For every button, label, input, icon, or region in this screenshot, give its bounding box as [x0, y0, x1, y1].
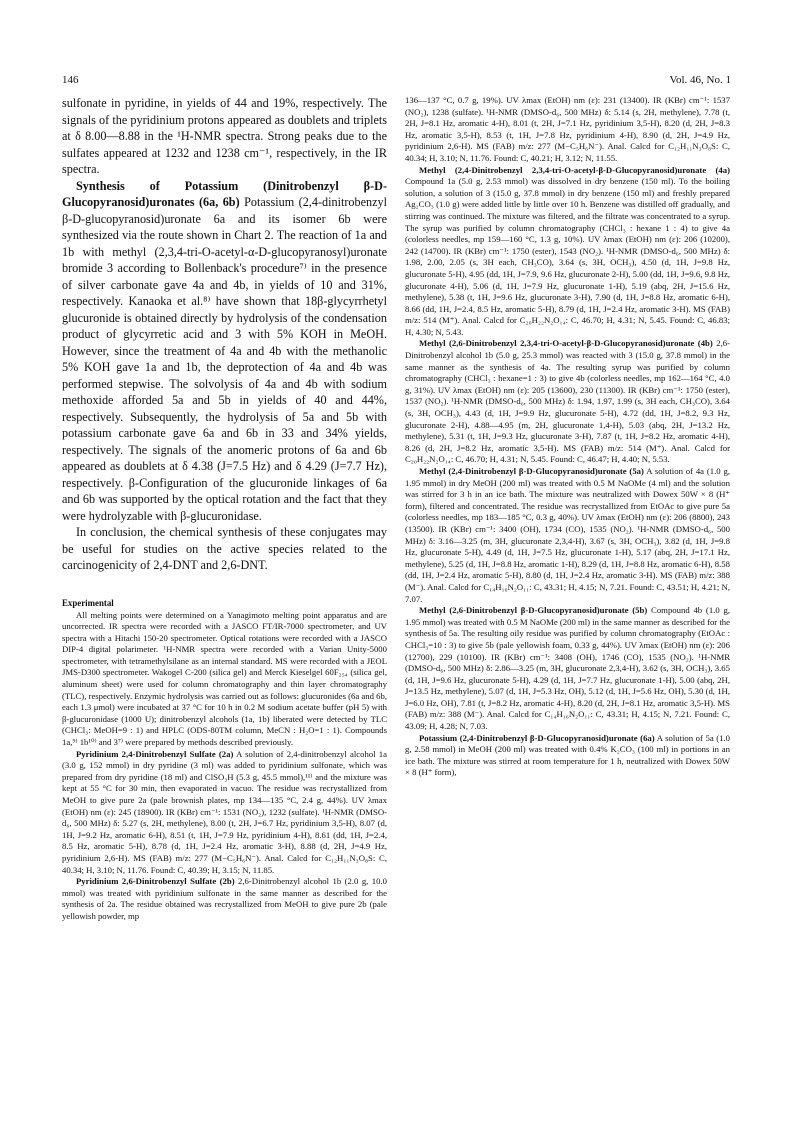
compound-title: Pyridinium 2,4-Dinitrobenzyl Sulfate (2a) [76, 748, 234, 759]
page-number: 146 [62, 74, 79, 86]
compound-title: Potassium (2,4-Dinitrobenzyl β-D-Glucopyranosid)uronate (6a) [419, 732, 655, 743]
section-text: Potassium (2,4-dinitrobenzyl β-D-glucopyranosid)uronate 6a and its isomer 6b were synthesized via the route shown in Chart 2. The reaction of 1a and 1b with methyl (2,3,4-tri-O-acetyl-α-D-glucopyranosyl)uronate bromide 3 according to Bollenback's procedure⁷⁾ in the presence of silver carbonate gave 4a and 4b, in yields of 10 and 31%, respectively. Kanaoka et al.⁸⁾ have shown that 18β-glycyrrhetyl glucuronide is obtained directly by hydrolysis of the condensation product of glycyrretic acid and 3 with 5% KOH in MeOH. However, since the treatment of 4a and 4b with the methanolic 5% KOH gave 1a and 1b, the deprotection of 4a and 4b was performed stepwise. The solvolysis of 4a and 4b with sodium methoxide afforded 5a and 5b in yields of 40 and 44%, respectively. Subsequently, the hydrolysis of 5a and 5b with potassium carbonate gave 6a and 6b in 33 and 34% yields, respectively. The signals of the anomeric protons of 6a and 6b appeared as doublets at δ 4.38 (J=7.5 Hz) and δ 4.29 (J=7.7 Hz), respectively. β-Configuration of the glucuronide linkages of 6a and 6b was supported by the optical rotation and the fact that they were hydrolyzable with β-glucuronidase. [62, 195, 387, 523]
experimental-paragraph [62, 876, 387, 922]
compound-text: A solution of 2,4-dinitrobenzyl alcohol 1a (3.0 g, 152 mmol) in dry pyridine (3 ml) was added to pyridinium sulfonate, which was prepared from dry pyridine (18 ml) and ClSO₃H (5.3 g, 45.5 mmol),¹¹⁾ and the mixture was kept at 55 °C for 30 min, then evaporated in vacuo. The residue was recrystallized from MeOH to give pure 2a (pale brownish plates, mp 134—135 °C, 2.4 g, 44%). UV λmax (EtOH) nm (ε): 245 (18900). IR (KBr) cm⁻¹: 1531 (NO₂), 1232 (sulfate). ¹H-NMR (DMSO-d₆, 500 MHz) δ: 5.27 (s, 2H, methylene), 8.00 (t, 2H, J=6.7 Hz, pyridinium 3,5-H), 8.07 (d, 1H, J=9.2 Hz, aromatic 6-H), 8.51 (t, 1H, J=7.9 Hz, pyridinium 4-H), 8.61 (dd, 1H, J=2.4, 8.5 Hz, aromatic 5-H), 8.78 (d, 1H, J=2.4 Hz, aromatic 3-H), 8.88 (d, 2H, J=4.9 Hz, pyridinium 2,6-H). MS (FAB) m/z: 277 (M−C₅H₆N⁻). Anal. Calcd for C₁₂H₁₁N₃O₈S: C, 40.34; H, 3.10; N, 11.76. Found: C, 40.39; H, 3.15; N, 11.85. [62, 748, 387, 875]
compound-title: Methyl (2,4-Dinitrobenzyl 2,3,4-tri-O-acetyl-β-D-Glucopyranosid)uronate (4a) [419, 164, 730, 175]
section-title: Synthesis of Potassium (Dinitrobenzyl β-D-Glucopyranosid)uronates (6a, 6b) [62, 178, 387, 209]
compound-title: Pyridinium 2,6-Dinitrobenzyl Sulfate (2b) [76, 876, 235, 887]
left-column [62, 95, 387, 923]
experimental-paragraph [405, 338, 730, 466]
compound-text: 2,6-Dinitrobenzyl alcohol 1b (5.0 g, 25.3 mmol) was reacted with 3 (15.0 g, 37.8 mmol) in the same manner as the synthesis of 4a. The resulting syrup was purified by column chromatography (CHCl₃ : hexane=1 : 3) to give 4b (colorless needles, mp 162—164 °C, 4.0 g, 31%). UV λmax (EtOH) nm (ε): 205 (13600), 230 (11300). IR (KBr) cm⁻¹: 1750 (ester), 1537 (NO₂). ¹H-NMR (DMSO-d₆, 500 MHz) δ: 1.94, 1.97, 1.99 (s, 3H each, CH₃CO), 3.64 (s, 3H, OCH₃), 4.43 (d, 1H, J=9.9 Hz, glucuronate 5-H), 4.72 (dd, 1H, J=8.2, 9.3 Hz, glucuronate 2-H), 4.88—4.95 (m, 2H, glucuronate 1,4-H), 5.03 (abq, 2H, J=13.2 Hz, methylene), 5.31 (t, 1H, J=9.3 Hz, glucuronate 3-H), 7.87 (t, 1H, J=8.2 Hz, aromatic 4-H), 8.26 (d, 2H, J=8.2 Hz, aromatic 3,5-H). MS (FAB) m/z: 514 (M⁺). Anal. Calcd for C₂₀H₂₂N₂O₁₄: C, 46.70; H, 4.31; N, 5.45. Found: C, 46.47; H, 4.40; N, 5.53. [405, 338, 730, 465]
volume-issue: Vol. 46, No. 1 [669, 74, 731, 86]
experimental-paragraph: All melting points were determined on a Yanagimoto melting point apparatus and are uncorrected. IR spectra were recorded with a JASCO FT/IR-7000 spectrometer, and UV spectra with a Hitachi 150-20 spectrometer. Optical rotations were recorded with a JASCO DIP-4 digital polarimeter. ¹H-NMR spectra were recorded with a Varian Unity-5000 spectrometer, with tetramethylsilane as an internal standard. MS were recorded with a JEOL JMS-D300 spectrometer. Wakogel C-200 (silica gel) and Merck Kieselgel 60F₂₅₄ (silica gel, aluminum sheet) were used for column chromatography and thin layer chromatography (TLC), respectively. Enzymic hydrolysis was carried out as follows: glucuronides (6a and 6b, each 1.3 μmol) were incubated at 37 °C for 10 h in 0.2 M sodium acetate buffer (pH 5) with β-glucuronidase (1000 U); dinitrobenzyl alcohols (1a, 1b) liberated were detected by TLC (CHCl₃: MeOH=9 : 1) and HPLC (ODS-80TM column, MeCN : H₂O=1 : 1). Compounds 1a,⁹⁾ 1b¹⁰⁾ and 3⁷⁾ were prepared by methods described previously. [62, 609, 387, 748]
compound-text: Compound 4b (1.0 g, 1.95 mmol) was treated with 0.5 M NaOMe (200 ml) in the same manner as described for the synthesis of 5a. The resulting oily residue was purified by column chromatography (EtOAc : CHCl₃=10 : 3) to give 5b (pale yellowish foam, 0.33 g, 44%). UV λmax (EtOH) nm (ε): 206 (12700), 229 (10100). IR (KBr) cm⁻¹: 3408 (OH), 1746 (CO), 1535 (NO₂). ¹H-NMR (DMSO-d₆, 500 MHz) δ: 2.86—3.25 (m, 3H, glucuronate 2,3,4-H), 3.62 (s, 3H, OCH₃), 3.65 (d, 1H, J=9.6 Hz, glucuronate 5-H), 4.29 (d, 1H, J=7.7 Hz, glucuronate 1-H), 5.00 (abq, 2H, J=13.5 Hz, methylene), 5.07 (d, 1H, J=5.3 Hz, OH), 5.12 (d, 1H, J=5.6 Hz, OH), 5.30 (d, 1H, J=6.0 Hz, OH), 7.81 (t, J=8.2 Hz, aromatic 4-H), 8.20 (d, 2H, J=8.1 Hz, aromatic 3,5-H). MS (FAB) m/z: 388 (M⁻). Anal. Calcd for C₁₄H₁₆N₂O₁₁: C, 43.31; H, 4.15; N, 7.21. Found: C, 43.09; H, 4.28; N, 7.03. [405, 605, 730, 732]
right-column [405, 95, 730, 779]
experimental-paragraph [405, 605, 730, 733]
experimental-paragraph [405, 733, 730, 779]
compound-title: Methyl (2,6-Dinitrobenzyl β-D-Glucopyranosid)uronate (5b) [419, 605, 648, 616]
experimental-paragraph [62, 749, 387, 877]
compound-text: 2,6-Dinitrobenzyl alcohol 1b (2.0 g, 10.0 mmol) was treated with pyridinium sulfonate in the same manner as described for the synthesis of 2a. The residue obtained was recrystallized from MeOH to give pure 2b (pale yellowish powder, mp [62, 876, 387, 921]
experimental-paragraph: 136—137 °C, 0.7 g, 19%). UV λmax (EtOH) nm (ε): 231 (13400). IR (KBr) cm⁻¹: 1537 (NO₂), 1238 (sulfate). ¹H-NMR (DMSO-d₆, 500 MHz) δ: 5.14 (s, 2H, methylene), 7.78 (t, 2H, J=8.1 Hz, aromatic 4-H), 8.01 (t, 2H, J=7.1 Hz, pyridinium 3,5-H), 8.20 (d, 2H, J=8.3 Hz, aromatic 3,5-H), 8.53 (t, 1H, J=7.8 Hz, pyridinium 4-H), 8.90 (d, 2H, J=4.9 Hz, pyridinium 2,6-H). MS (FAB) m/z: 277 (M−C₅H₆N⁻). Anal. Calcd for C₁₂H₁₁N₃O₈S: C, 40.34; H, 3.10; N, 11.76. Found: C, 40.21; H, 3.12; N, 11.55. [405, 95, 730, 163]
experimental-heading: Experimental [62, 597, 114, 608]
compound-title: Methyl (2,4-Dinitrobenzyl β-D-Glucopyranosid)uronate (5a) [419, 466, 644, 476]
body-paragraph [62, 178, 387, 525]
compound-title: Methyl (2,6-Dinitrobenzyl 2,3,4-tri-O-acetyl-β-D-Glucopyranosid)uronate (4b) [419, 338, 713, 349]
compound-text: Compound 1a (5.0 g, 2.53 mmol) was dissolved in dry benzene (150 ml). To the boiling solution, a solution of 3 (15.0 g, 37.8 mmol) in dry benzene (150 ml) and freshly prepared Ag₂CO₃ (1.0 g) were added little by little over 10 h. Benzene was distilled off gradually, and stirring was continued. The mixture was filtered, and the filtrate was concentrated to a syrup. The syrup was purified by column chromatography (CHCl₃ : hexane 1 : 4) to give 4a (colorless needles, mp 159—160 °C, 1.3 g, 10%). UV λmax (EtOH) nm (ε): 206 (10200), 242 (14700). IR (KBr) cm⁻¹: 1750 (ester), 1543 (NO₂). ¹H-NMR (DMSO-d₆, 500 MHz) δ: 1.98, 2.00, 2.05 (s, 3H each, CH₃CO), 3.64 (s, 3H, OCH₃), 4.50 (d, 1H, J=9.8 Hz, glucuronate 5-H), 4.95 (dd, 1H, J=7.9, 9.6 Hz, glucuronate 2-H), 5.00 (dd, 1H, J=9.6, 9.8 Hz, glucuronate 4-H), 5.06 (d, 1H, J=7.9 Hz, glucuronate 1-H), 5.19 (abq, 2H, J=15.6 Hz, methylene), 5.38 (t, 1H, J=9.6 Hz, glucuronate 3-H), 7.90 (d, 1H, J=8.8 Hz, aromatic 6-H), 8.66 (dd, 1H, J=2.4, 8.5 Hz, aromatic 5-H), 8.79 (d, 1H, J=2.4 Hz, aromatic 3-H). MS (FAB) m/z: 514 (M⁺). Anal. Calcd for C₂₀H₂₂N₂O₁₄: C, 46.70; H, 4.31; N, 5.45. Found: C, 46.83; H, 4.30; N, 5.43. [405, 176, 730, 337]
body-paragraph: In conclusion, the chemical synthesis of these conjugates may be useful for studies on the active species related to the carcinogenicity of 2,4-DNT and 2,6-DNT. [62, 525, 387, 572]
body-paragraph: sulfonate in pyridine, in yields of 44 and 19%, respectively. The signals of the pyridinium protons appeared as doublets and triplets at δ 8.00—8.88 in the ¹H-NMR spectra. Strong peaks due to the sulfates appeared at 1232 and 1238 cm⁻¹, respectively, in the IR spectra. [62, 96, 387, 176]
compound-text: A solution of 5a (1.0 g, 2.58 mmol) in MeOH (200 ml) was treated with 0.4% K₂CO₃ (100 ml) in portions in an ice bath. The mixture was stirred at room temperature for 1 h, neutralized with Dowex 50W × 8 (H⁺ form), [405, 732, 731, 778]
experimental-paragraph [405, 466, 730, 605]
compound-text: A solution of 4a (1.0 g, 1.95 mmol) in dry MeOH (200 ml) was treated with 0.5 M NaOMe (4 ml) and the solution was stirred for 3 h in an ice bath. The mixture was neutralized with Dowex 50W × 8 (H⁺ form), filtered and concentrated. The residue was recrystallized from EtOAc to give pure 5a (colorless needles, mp 183—185 °C, 0.3 g, 40%). UV λmax (EtOH) nm (ε): 206 (8800), 243 (13500). IR (KBr) cm⁻¹: 3400 (OH), 1734 (CO), 1535 (NO₂). ¹H-NMR (DMSO-d₆, 500 MHz) δ: 3.16—3.25 (m, 3H, glucuronate 2,3,4-H), 3.67 (s, 3H, OCH₃), 3.82 (d, 1H, J=9.8 Hz, glucuronate 5-H), 4.49 (d, 1H, J=7.5 Hz, glucuronate 1-H), 5.17 (abq, 2H, J=17.1 Hz, methylene), 5.25 (d, 1H, J=8.8 Hz, aromatic 1-H), 8.29 (d, 1H, J=8.8 Hz, aromatic 6-H), 8.58 (dd, 1H, J=2.4 Hz, aromatic 5-H), 8.80 (d, 1H, J=2.4 Hz, aromatic 3-H). MS (FAB) m/z: 388 (M⁻). Anal. Calcd for C₁₄H₁₆N₂O₁₁: C, 43.31; H, 4.15; N, 7.21. Found: C, 43.51; H, 4.21; N, 7.07. [405, 466, 730, 604]
experimental-paragraph [405, 165, 730, 339]
